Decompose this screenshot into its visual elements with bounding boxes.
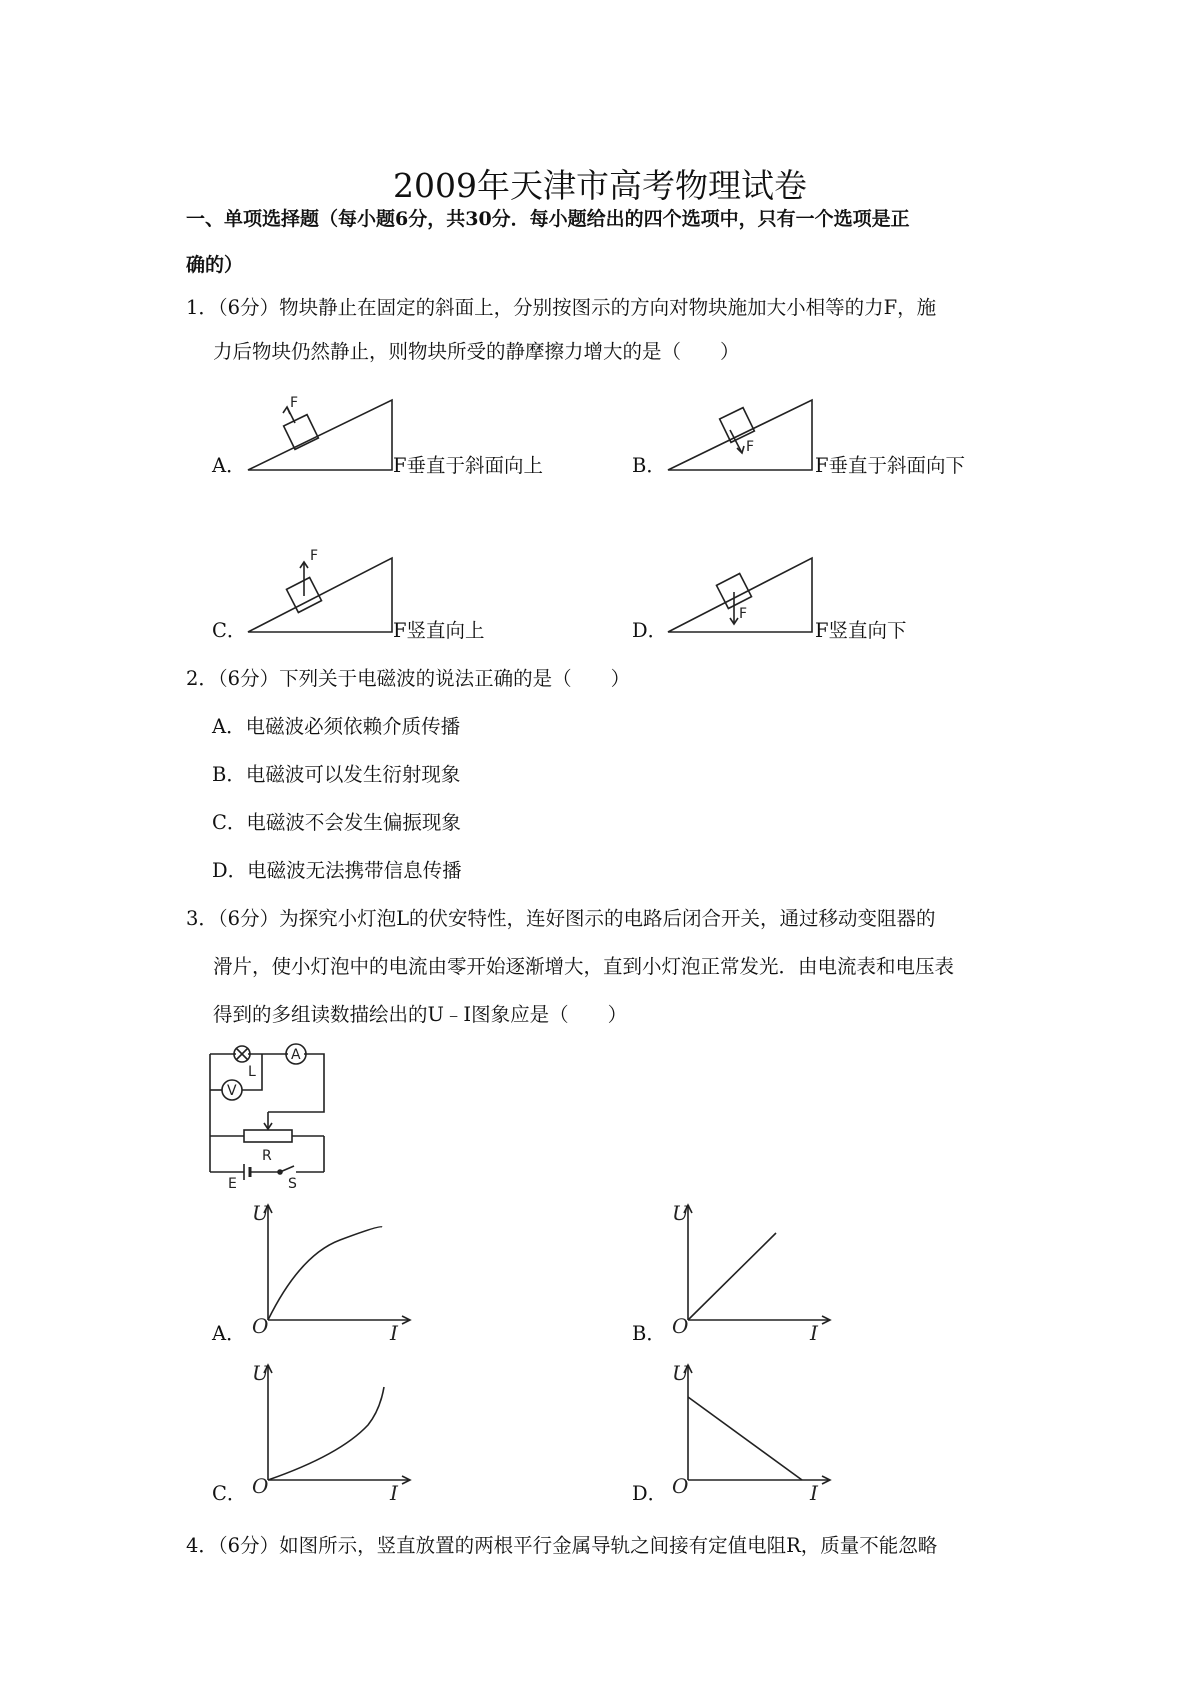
q1-option-a-incline-diagram bbox=[240, 385, 400, 485]
q3-c-x-label: I bbox=[390, 1481, 398, 1505]
q2-option-b-letter: B． bbox=[212, 763, 246, 786]
q2-option-d-letter: D． bbox=[212, 859, 248, 882]
q3-circuit-diagram bbox=[206, 1038, 336, 1192]
q1-option-b-letter[interactable]: B． bbox=[632, 454, 666, 477]
q2-option-a-text: 电磁波必须依赖介质传播 bbox=[245, 715, 461, 738]
voltmeter-label: V bbox=[227, 1083, 237, 1099]
q3-d-y-label: U bbox=[672, 1361, 689, 1385]
question-1-line1: 1．（6分）物块静止在固定的斜面上，分别按图示的方向对物块施加大小相等的力F，施 bbox=[186, 296, 937, 319]
q3-d-origin-label: O bbox=[672, 1474, 689, 1498]
section-heading-line1: 一、单项选择题（每小题6分，共30分．每小题给出的四个选项中，只有一个选项是正 bbox=[186, 208, 910, 230]
q3-a-x-label: I bbox=[390, 1321, 398, 1345]
q3-d-x-label: I bbox=[810, 1481, 818, 1505]
q1-option-d-letter[interactable]: D． bbox=[632, 619, 668, 642]
q3-b-x-label: I bbox=[810, 1321, 818, 1345]
rheostat-label: R bbox=[262, 1148, 272, 1164]
q2-option-c-text: 电磁波不会发生偏振现象 bbox=[246, 811, 461, 834]
q1-option-c-caption: F竖直向上 bbox=[393, 619, 485, 642]
q3-a-y-label: U bbox=[252, 1201, 269, 1225]
q1-option-c-letter[interactable]: C． bbox=[212, 619, 247, 642]
q1-option-a-letter[interactable]: A． bbox=[212, 454, 246, 477]
q3-option-a-letter[interactable]: A． bbox=[212, 1322, 246, 1345]
q2-option-b-text: 电磁波可以发生衍射现象 bbox=[245, 763, 461, 786]
question-3-line3: 得到的多组读数描绘出的U﹣I图象应是（ ） bbox=[213, 1003, 628, 1026]
q3-option-c-letter[interactable]: C． bbox=[212, 1482, 247, 1505]
q3-option-d-letter[interactable]: D． bbox=[632, 1482, 668, 1505]
question-2-line1: 2．（6分）下列关于电磁波的说法正确的是（ ） bbox=[186, 667, 631, 690]
page-title: 2009年天津市高考物理试卷 bbox=[393, 166, 807, 205]
q1-option-d-incline-diagram bbox=[660, 540, 820, 640]
q3-c-origin-label: O bbox=[252, 1474, 269, 1498]
ammeter-label: A bbox=[291, 1047, 301, 1063]
battery-label: E bbox=[228, 1176, 237, 1192]
q2-option-c-letter: C． bbox=[212, 811, 247, 834]
q1-option-b-caption: F垂直于斜面向下 bbox=[815, 454, 966, 477]
q1-option-c-incline-diagram bbox=[240, 540, 400, 640]
question-1-line2: 力后物块仍然静止，则物块所受的静摩擦力增大的是（ ） bbox=[213, 340, 740, 363]
question-4-line1: 4．（6分）如图所示，竖直放置的两根平行金属导轨之间接有定值电阻R，质量不能忽略 bbox=[186, 1534, 938, 1557]
q2-option-b[interactable] bbox=[212, 759, 460, 787]
section-heading-line2: 确的） bbox=[186, 254, 244, 276]
q1-option-d-caption: F竖直向下 bbox=[815, 619, 907, 642]
lamp-label: L bbox=[248, 1064, 256, 1080]
q1-option-c-force-label: F bbox=[310, 548, 319, 564]
q2-option-a[interactable] bbox=[212, 711, 460, 739]
switch-label: S bbox=[288, 1176, 297, 1192]
q1-option-d-force-label: F bbox=[739, 606, 748, 622]
q1-option-b-force-label: F bbox=[746, 439, 755, 455]
q3-option-b-graph bbox=[660, 1195, 840, 1345]
q3-b-y-label: U bbox=[672, 1201, 689, 1225]
q3-a-origin-label: O bbox=[252, 1314, 269, 1338]
question-3-line1: 3．（6分）为探究小灯泡L的伏安特性，连好图示的电路后闭合开关，通过移动变阻器的 bbox=[186, 907, 936, 930]
q3-option-d-graph bbox=[660, 1355, 840, 1505]
q3-b-origin-label: O bbox=[672, 1314, 689, 1338]
q1-option-a-caption: F垂直于斜面向上 bbox=[393, 454, 544, 477]
q2-option-d[interactable] bbox=[212, 855, 462, 883]
q3-option-b-letter[interactable]: B． bbox=[632, 1322, 666, 1345]
q3-c-y-label: U bbox=[252, 1361, 269, 1385]
q2-option-a-letter: A． bbox=[212, 715, 246, 738]
question-3-line2: 滑片，使小灯泡中的电流由零开始逐渐增大，直到小灯泡正常发光．由电流表和电压表 bbox=[213, 955, 955, 978]
q3-option-c-graph bbox=[240, 1355, 420, 1505]
q2-option-c[interactable] bbox=[212, 807, 461, 835]
q3-option-a-graph bbox=[240, 1195, 420, 1345]
q1-option-b-incline-diagram bbox=[660, 385, 820, 485]
q2-option-d-text: 电磁波无法携带信息传播 bbox=[247, 859, 462, 882]
q1-option-a-force-label: F bbox=[290, 395, 299, 411]
